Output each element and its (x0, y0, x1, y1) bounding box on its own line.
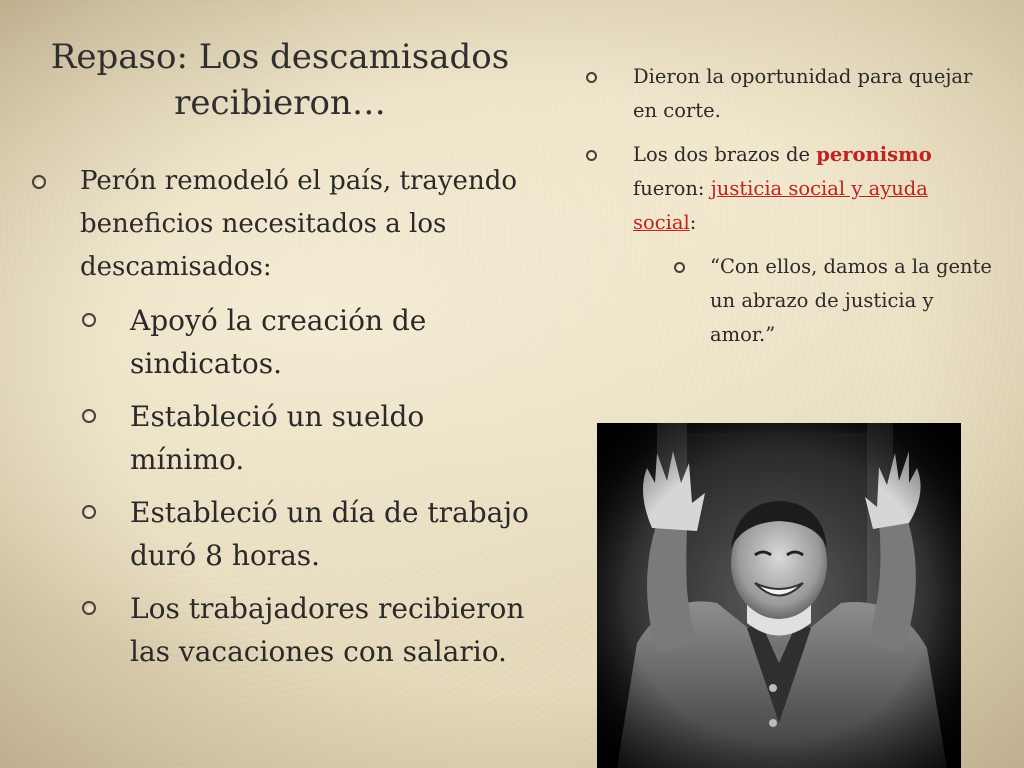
ring-bullet-icon (586, 150, 597, 161)
right-bullet-list (582, 60, 992, 352)
right-bullet-1-text: Dieron la oportunidad para quejar en corte. (633, 65, 973, 122)
ring-bullet-icon (32, 175, 46, 189)
ring-bullet-icon (82, 313, 96, 327)
sub-bullet (30, 491, 545, 577)
peron-photo (597, 423, 961, 768)
right-bullet-2-middle: fueron: (633, 177, 711, 200)
ring-bullet-icon (674, 262, 685, 273)
sub-bullet-text: Los trabajadores recibieron las vacaciones con salario. (130, 592, 525, 668)
justicia-social-link[interactable]: justicia social y ayuda social (633, 177, 928, 234)
main-bullet-text: Perón remodeló el país, trayendo beneficios necesitados a los descamisados: (80, 166, 517, 282)
left-bullet-list (30, 160, 545, 683)
quote-bullet (582, 250, 992, 352)
right-bullet-1 (582, 60, 992, 128)
ring-bullet-icon (82, 409, 96, 423)
right-bullet-2-prefix: Los dos brazos de (633, 143, 817, 166)
peronismo-highlight: peronismo (816, 143, 932, 166)
sub-bullet (30, 299, 545, 385)
title-line-1: Repaso: Los descamisados (50, 37, 510, 77)
title-line-2: recibieron… (174, 83, 386, 123)
sub-bullet-text: Estableció un día de trabajo duró 8 horas. (130, 496, 529, 572)
ring-bullet-icon (82, 505, 96, 519)
ring-bullet-icon (82, 601, 96, 615)
right-bullet-2 (582, 138, 992, 240)
sub-bullet-text: Estableció un sueldo mínimo. (130, 400, 425, 476)
main-bullet (30, 160, 545, 289)
peron-photo-illustration (597, 423, 961, 768)
quote-text: “Con ellos, damos a la gente un abrazo de justicia y amor.” (710, 255, 992, 346)
sub-bullet-text: Apoyó la creación de sindicatos. (130, 304, 427, 380)
sub-bullet (30, 395, 545, 481)
right-bullet-2-suffix: : (689, 211, 697, 234)
ring-bullet-icon (586, 72, 597, 83)
slide-title (30, 34, 530, 126)
sub-bullet (30, 587, 545, 673)
